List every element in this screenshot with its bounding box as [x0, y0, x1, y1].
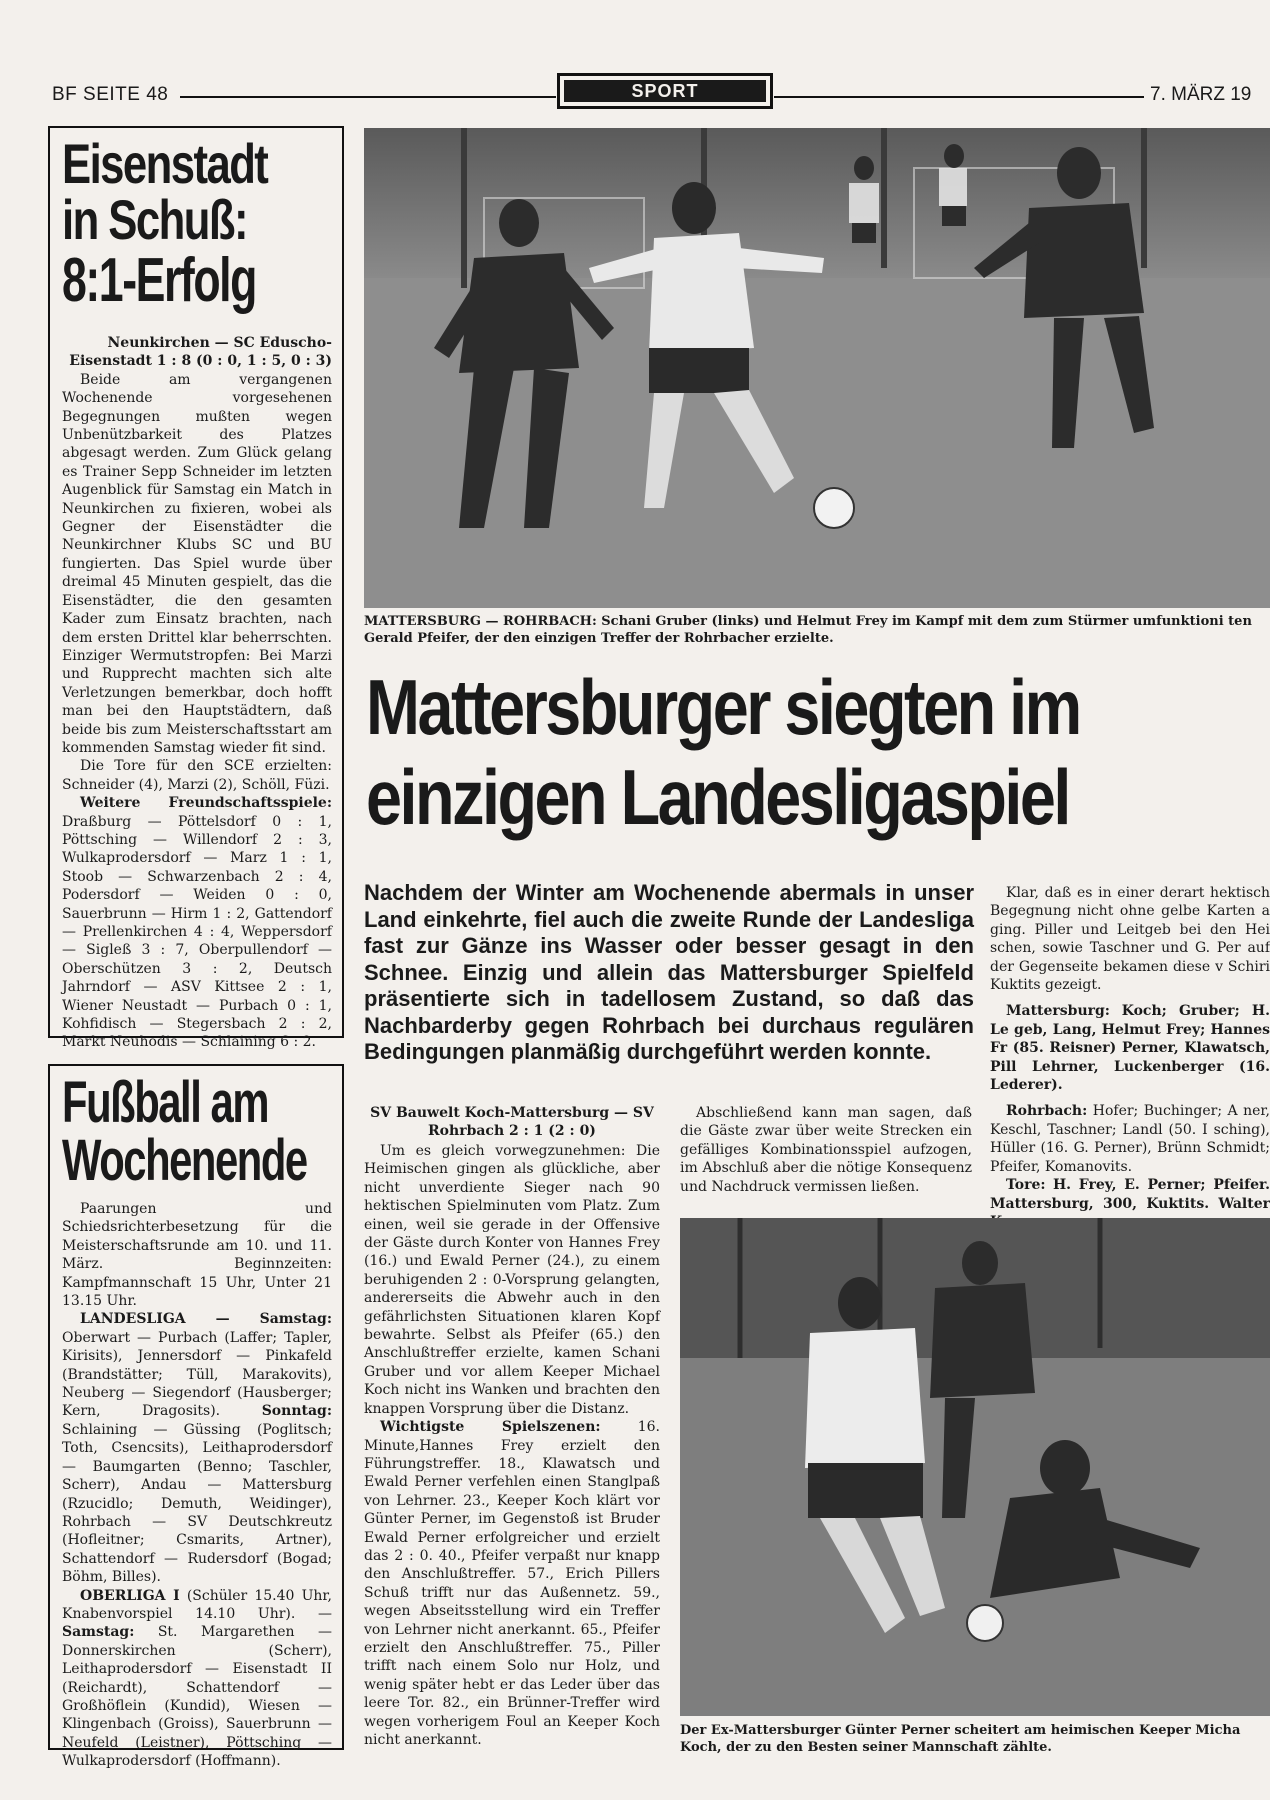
- main-headline-line1: Mattersburger siegten im: [366, 663, 1080, 751]
- key-scenes-text: 16. Minute,Hannes Frey erzielt den Führungstreffer. 18., Klawatsch und Ewald Perner verfehlen einen Stanglpaß von Lehrner. 23., Keeper Koch klärt vor Günter Perner, im Gegenstoß ist Bruder Ewald Perner erfolgreicher und erzielt das 2 : 0. 40., Pfeifer verpaßt nur knapp den Anschlußtreffer. 57., Erich Pillers Schuß trifft nur das Außennetz. 59., wegen Abseitsstellung wird ein Treffer von Lehrner nicht anerkannt. 65., Pfeifer erzielt den Anschlußtreffer. 75., Piller trifft nach einem Solo nur Holz, und wenig später hebt er das Leder über das leere Tor. 82., ein Brünner-Treffer wird wegen vorherigem Foul an Keeper Koch nicht anerkannt.: [364, 1419, 660, 1748]
- box1-headline: [62, 132, 334, 315]
- box1-paragraph: Beide am vergangenen Wochenende vorgesehenen Begegnungen mußten wegen Unbenützbarkeit des Platzes abgesagt werden. Zum Glück gelang es Trainer Sepp Schneider im letzten Augenblick für Samstag ein Match in Neunkirchen zu fixieren, wobei als Gegner der Eisenstädter die Neunkirchner Klubs SC und BU fungierten. Das Spiel wurde über dreimal 45 Minuten gespielt, das die Eisenstädter, die den gesamten Kader zum Einsatz brachten, nach dem ersten Drittel klar beherrschten. Einziger Wermutstropfen: Bei Marzi und Rupprecht machten sich alte Verletzungen bemerkbar, doch hofft man bei den Hauptstädtern, daß beide bis zum Meisterschaftsstart am kommenden Samstag wieder fit sind.: [62, 371, 332, 756]
- box1-headline-line2: in Schuß:: [62, 188, 247, 251]
- issue-date: 7. MÄRZ 19: [1150, 84, 1252, 105]
- box2-oberliga-label: OBERLIGA I: [80, 1587, 180, 1604]
- lineup-rohrbach-label: Rohrbach:: [1006, 1103, 1088, 1120]
- column3-paragraph: Klar, daß es in einer derart hektisch Begegnung nicht ohne gelbe Karten a ging. Piller und Leitgeb bei den Hei schen, sowie Taschner und G. Per auf der Gegenseite bekamen diese v Schiri Kuktits gezeigt.: [990, 885, 1270, 994]
- box1-friendlies-label: Weitere Freundschaftsspiele:: [80, 795, 332, 812]
- section-label: SPORT: [564, 80, 766, 102]
- box2-landesliga-sunday: Schlaining — Güssing (Poglitsch; Toth, Csencsits), Leithaprodersdorf — Baumgarten (Benno; Taschler, Scherr), Andau — Mattersburg (Rzucidlo; Demuth, Weidinger), Rohrbach — SV Deutschkreutz (Hofleitner; Csmarits, Artner), Schattendorf — Rudersdorf (Bogad; Böhm, Billes).: [62, 1421, 332, 1586]
- box2-landesliga-label: LANDESLIGA — Samstag:: [80, 1311, 332, 1328]
- box2-body: [62, 1200, 332, 1771]
- goalkeeper-scene-illustration: [680, 1218, 1270, 1716]
- lineup-rohrbach: Hofer; Buchinger; A ner, Keschl, Taschner; Landl (50. I sching), Hüller (16. G. Perner), Brünn Schmidt; Pfeifer, Komanovits.: [990, 1103, 1270, 1175]
- main-headline-line2: einzigen Landesligaspiel: [366, 753, 1069, 841]
- box2-sunday-label: Sonntag:: [261, 1403, 332, 1420]
- article-box-wochenende: [48, 1064, 344, 1770]
- column2-paragraph: Abschließend kann man sagen, daß die Gäste zwar über weite Strecken ein gefälliges Kombinationsspiel aufzogen, im Abschluß aber die nötige Konsequenz und Nachdruck vermissen ließen.: [680, 1105, 972, 1195]
- box2-headline-line2: Wochenende: [62, 1128, 307, 1193]
- column1-paragraph: Um es gleich vorwegzunehmen: Die Heimischen gingen als glückliche, aber nicht unverdiente Sieger nach 90 hektischen Spielminuten vom Platz. Zum einen, weil sie gerade in der Offensive der Gäste durch Konter von Hannes Frey (16.) und Ewald Perner (24.), zu einem beruhigenden 2 : 0-Vorsprung gelangten, andererseits die Abwehr auch in den gefährlichsten Situationen klaren Kopf bewahrte. Selbst als Pfeifer (65.) den Anschlußtreffer erzielte, kamen Schani Gruber und vor allem Keeper Michael Koch nicht ins Wanken und brachten den knappen Vorsprung über die Distanz.: [364, 1143, 660, 1417]
- key-scenes-label: Wichtigste Spielszenen:: [380, 1419, 601, 1436]
- box2-oberliga-times: (Schüler 15.40 Uhr, Knabenvorspiel 14.10 Uhr). —: [62, 1587, 333, 1622]
- photo-top-caption: MATTERSBURG — ROHRBACH: Schani Gruber (links) und Helmut Frey im Kampf mit dem zum Stürmer umfunktioni ten Gerald Pfeifer, der den einzigen Treffer der Rohrbacher erzielte.: [364, 614, 1252, 646]
- lineup-mattersburg-label: Mattersburg:: [1006, 1003, 1110, 1020]
- article-box-eisenstadt: [48, 126, 344, 1051]
- article-column-2: [680, 1104, 972, 1196]
- box1-headline-line1: Eisenstadt: [62, 132, 268, 195]
- box1-body: [62, 334, 332, 1052]
- match-photo-top: [364, 128, 1270, 608]
- article-column-3: [990, 884, 1270, 1212]
- article-lead: Nachdem der Winter am Wochenende abermals in unser Land einkehrte, fiel auch die zweite Runde der Landesliga fast zur Gänze ins Wasser oder besser gesagt in den Schnee. Einzig und allein das Mattersburger Spielfeld präsentierte sich in tadellosem Zustand, so daß das Nachbarderby gegen Rohrbach bei durchaus regulären Bedingungen planmäßig durchgeführt werden konnte.: [364, 880, 974, 1064]
- match-result-heading: SV Bauwelt Koch-Mattersburg — SV Rohrbach 2 : 1 (2 : 0): [370, 1105, 654, 1139]
- goals-label: Tore:: [1006, 1177, 1046, 1194]
- box2-headline: [62, 1070, 334, 1193]
- box1-friendlies: Draßburg — Pöttelsdorf 0 : 1, Pöttsching — Willendorf 2 : 3, Wulkaprodersdorf — Marz 1 : 1, Stoob — Schwarzenbach 2 : 4, Podersdorf — Weiden 0 : 0, Sauerbrunn — Hirm 1 : 2, Gattendorf — Prellenkirchen 4 : 4, Weppersdorf — Sigleß 3 : 7, Oberpullendorf — Oberschützen 3 : 2, Deutsch Jahrndorf — ASV Kittsee 2 : 1, Wiener Neustadt — Purbach 0 : 1, Kohfidisch — Stegersbach 2 : 2, Markt Neuhodis — Schlaining 6 : 2.: [62, 813, 332, 1051]
- header-rule-left: [180, 96, 556, 98]
- article-column-1: [364, 1104, 660, 1749]
- box2-oberliga-saturday-label: Samstag:: [62, 1624, 135, 1641]
- match-photo-bottom: [680, 1218, 1270, 1716]
- photo-bottom-caption: Der Ex-Mattersburger Günter Perner scheitert am heimischen Keeper Micha Koch, der zu den Besten seiner Mannschaft zählte.: [680, 1723, 1241, 1755]
- box2-oberliga-saturday: St. Margarethen — Donnerskirchen (Scherr), Leithaprodersdorf — Eisenstadt II (Reichardt), Schattendorf — Großhöflein (Kundid), Wiesen — Klingenbach (Groiss), Sauerbrunn — Neufeld (Leistner), Pöttsching — Wulkaprodersdorf (Hoffmann).: [62, 1624, 332, 1770]
- lineup-mattersburg: Koch; Gruber; H. Le geb, Lang, Helmut Frey; Hannes Fr (85. Reisner) Perner, Klawatsch, Pill Lehrner, Luckenberger (16. Lederer).: [990, 1003, 1270, 1094]
- goals-text: H. Frey, E. Perner; Pfeifer. Mattersburg, 300, Kuktits. Walter: [990, 1177, 1270, 1212]
- box1-result: Neunkirchen — SC Eduscho-Eisenstadt 1 : 8 (0 : 0, 1 : 5, 0 : 3): [69, 335, 332, 370]
- main-headline: [366, 663, 1270, 846]
- header-rule-right: [774, 96, 1144, 98]
- box2-intro: Paarungen und Schiedsrichterbesetzung für die Meisterschaftsrunde am 10. und 11. März. Beginnzeiten: Kampfmannschaft 15 Uhr, Unter 21 13.15 Uhr.: [62, 1201, 332, 1310]
- page-number: BF SEITE 48: [52, 84, 169, 105]
- box1-headline-line3: 8:1-Erfolg: [62, 246, 256, 315]
- box2-landesliga-saturday: Oberwart — Purbach (Laffer; Tapler, Kirisits), Jennersdorf — Pinkafeld (Brandstätter; Tüll, Marakovits), Neuberg — Siegendorf (Hausberger; Kern, Dragosits).: [62, 1329, 332, 1420]
- box2-headline-line1: Fußball am: [62, 1070, 269, 1135]
- football-scene-illustration: [364, 128, 1270, 608]
- box1-goals: Die Tore für den SCE erzielten: Schneider (4), Marzi (2), Schöll, Füzi.: [62, 758, 332, 793]
- section-label-box: [557, 73, 773, 109]
